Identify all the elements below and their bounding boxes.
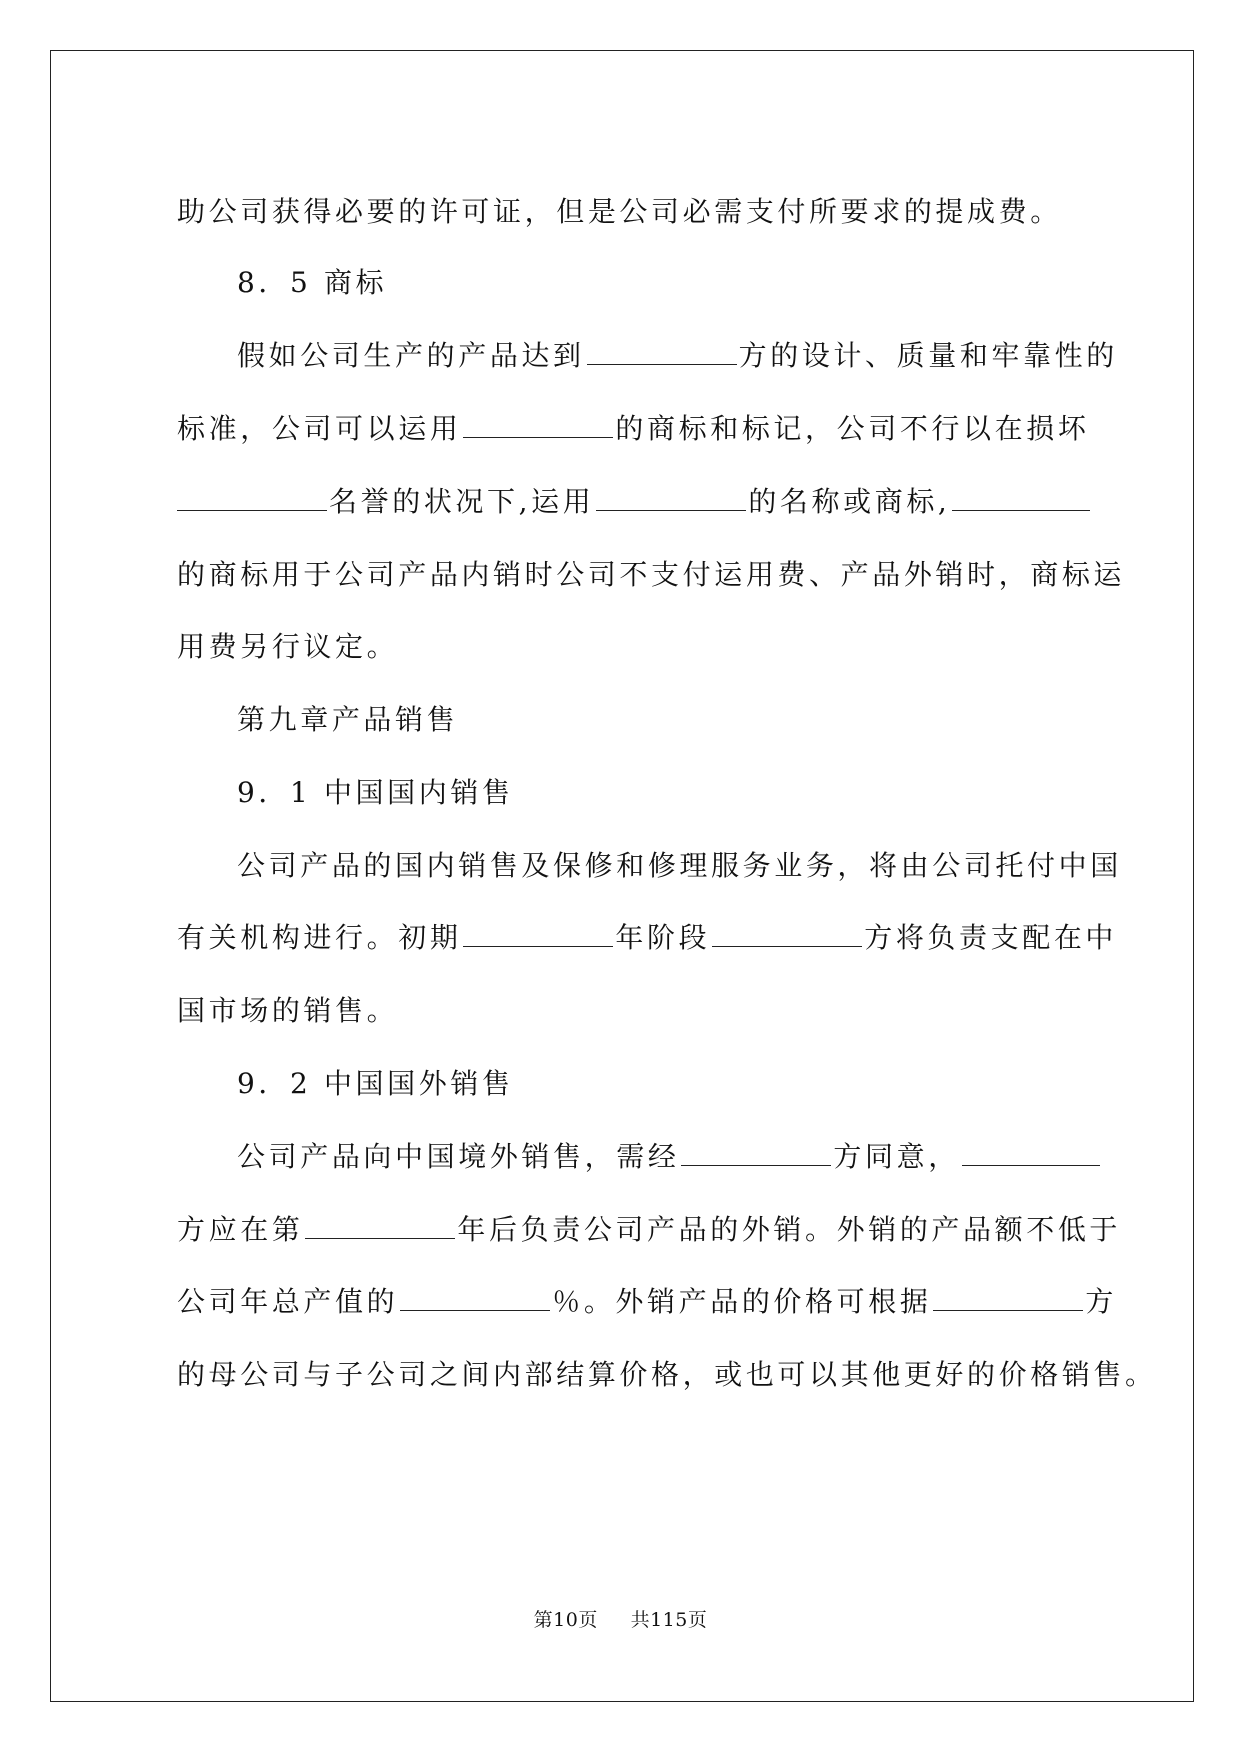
text-segment: 8．5 商标 bbox=[237, 266, 388, 299]
text-line bbox=[152, 515, 1125, 595]
fill-in-blank bbox=[400, 1284, 550, 1311]
fill-in-blank bbox=[305, 1212, 455, 1239]
total-suffix: 页 bbox=[687, 1609, 708, 1631]
text-segment: 9．1 中国国内销售 bbox=[237, 776, 514, 809]
fill-in-blank bbox=[712, 920, 862, 947]
text-segment: 方应在第 bbox=[177, 1213, 304, 1246]
text-segment: 9．2 中国国外销售 bbox=[237, 1067, 514, 1100]
fill-in-blank bbox=[596, 484, 746, 511]
text-segment: 国市场的销售。 bbox=[177, 994, 399, 1027]
text-line bbox=[152, 1315, 1157, 1395]
fill-in-blank bbox=[681, 1139, 831, 1166]
text-segment: 公司产品向中国境外销售，需经 bbox=[237, 1140, 680, 1173]
text-segment: 有关机构进行。初期 bbox=[177, 921, 462, 954]
text-line bbox=[212, 1097, 1102, 1177]
text-segment: 第九章产品销售 bbox=[237, 703, 459, 736]
page-suffix: 页 bbox=[578, 1609, 598, 1631]
total-number: 115 bbox=[650, 1609, 688, 1631]
fill-in-blank bbox=[177, 484, 327, 511]
chapter-heading bbox=[212, 660, 458, 740]
text-segment: 方 bbox=[1085, 1285, 1118, 1318]
text-line bbox=[212, 806, 1122, 886]
section-heading bbox=[212, 733, 514, 813]
fill-in-blank bbox=[952, 484, 1090, 511]
text-segment: 的母公司与子公司之间内部结算价格，或也可以其他更好的价格销售。 bbox=[177, 1358, 1157, 1391]
text-line bbox=[152, 1242, 1117, 1322]
fill-in-blank bbox=[587, 338, 737, 365]
text-line bbox=[152, 951, 398, 1031]
text-segment: 助公司获得必要的许可证，但是公司必需支付所要求的提成费。 bbox=[177, 195, 1062, 228]
section-heading bbox=[212, 1024, 514, 1104]
text-line bbox=[212, 296, 1118, 376]
text-line bbox=[152, 587, 398, 667]
text-line bbox=[152, 878, 1117, 958]
page-prefix: 第 bbox=[533, 1609, 554, 1631]
fill-in-blank bbox=[933, 1284, 1083, 1311]
text-segment: 假如公司生产的产品达到 bbox=[237, 339, 585, 372]
text-segment: 的商标和标记，公司不行以在损坏 bbox=[615, 412, 1090, 445]
text-line bbox=[152, 152, 1062, 232]
total-prefix: 共 bbox=[630, 1609, 651, 1631]
text-segment: 用费另行议定。 bbox=[177, 630, 399, 663]
fill-in-blank bbox=[962, 1139, 1100, 1166]
fill-in-blank bbox=[463, 920, 613, 947]
page-footer bbox=[0, 1608, 1241, 1632]
section-heading bbox=[212, 223, 387, 303]
fill-in-blank bbox=[463, 411, 613, 438]
text-segment: ％。外销产品的价格可根据 bbox=[552, 1285, 932, 1318]
text-segment: 年后负责公司产品的外销。外销的产品额不低于 bbox=[457, 1213, 1122, 1246]
text-segment: 方的设计、质量和牢靠性的 bbox=[738, 339, 1118, 372]
text-segment: 公司年总产值的 bbox=[177, 1285, 399, 1318]
text-segment: 的商标用于公司产品内销时公司不支付运用费、产品外销时，商标运 bbox=[177, 558, 1126, 591]
text-segment: 名誉的状况下,运用 bbox=[329, 485, 595, 518]
text-segment: 方将负责支配在中 bbox=[864, 921, 1118, 954]
text-line bbox=[152, 369, 1089, 449]
text-segment: 年阶段 bbox=[615, 921, 711, 954]
text-segment: 公司产品的国内销售及保修和修理服务业务，将由公司托付中国 bbox=[237, 849, 1122, 882]
page-number: 10 bbox=[553, 1609, 579, 1631]
text-line bbox=[152, 442, 1092, 522]
text-line bbox=[152, 1170, 1121, 1250]
text-segment: 的名称或商标, bbox=[748, 485, 951, 518]
text-segment: 标准，公司可以运用 bbox=[177, 412, 462, 445]
text-segment: 方同意， bbox=[833, 1140, 960, 1173]
